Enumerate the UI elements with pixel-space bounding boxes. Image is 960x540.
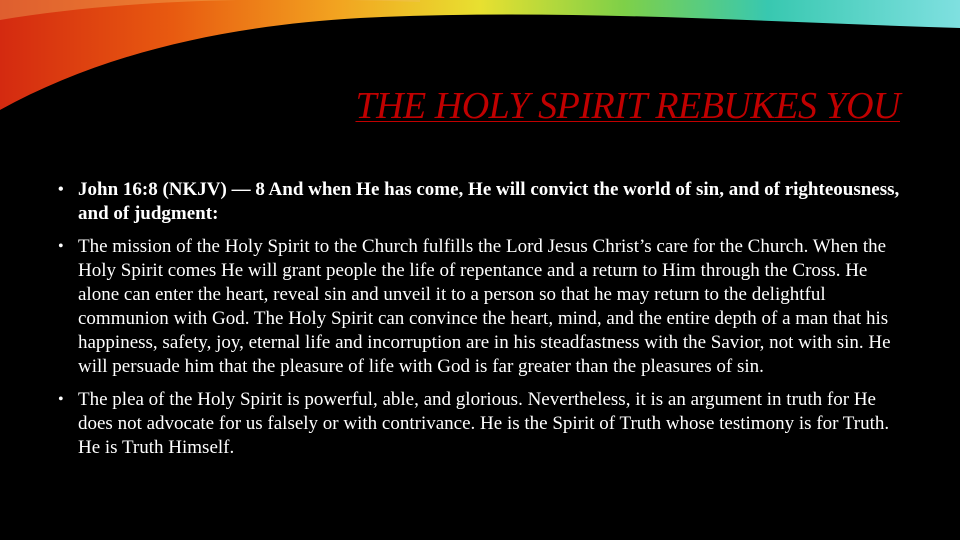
slide-title: THE HOLY SPIRIT REBUKES YOU xyxy=(355,85,900,127)
bullet-icon: • xyxy=(58,181,64,198)
list-item xyxy=(56,178,906,226)
list-item xyxy=(56,235,906,379)
bullet-icon: • xyxy=(58,391,64,408)
bullet-text: The mission of the Holy Spirit to the Church fulfills the Lord Jesus Christ’s care for the Church. When the Holy Spirit comes He will grant people the life of repentance and a return to Him through the Cross. He alone can enter the heart, reveal sin and unveil it to a person so that he may return to the delightful communion with God. The Holy Spirit can convince the heart, mind, and the entire depth of a man that his happiness, safety, joy, eternal life and incorruption are in his steadfastness with the Savior, not with sin. He will persuade him that the pleasure of life with God is far greater than the pleasures of sin. xyxy=(78,236,891,377)
bullet-text: John 16:8 (NKJV) — 8 And when He has come, He will convict the world of sin, and of righteousness, and of judgment: xyxy=(78,179,900,224)
bullet-icon: • xyxy=(58,238,64,255)
list-item xyxy=(56,388,906,460)
bullet-text: The plea of the Holy Spirit is powerful, able, and glorious. Nevertheless, it is an argument in truth for He does not advocate for us falsely or with contrivance. He is the Spirit of Truth whose testimony is for Truth. He is Truth Himself. xyxy=(78,389,890,458)
bullet-list xyxy=(56,178,906,469)
